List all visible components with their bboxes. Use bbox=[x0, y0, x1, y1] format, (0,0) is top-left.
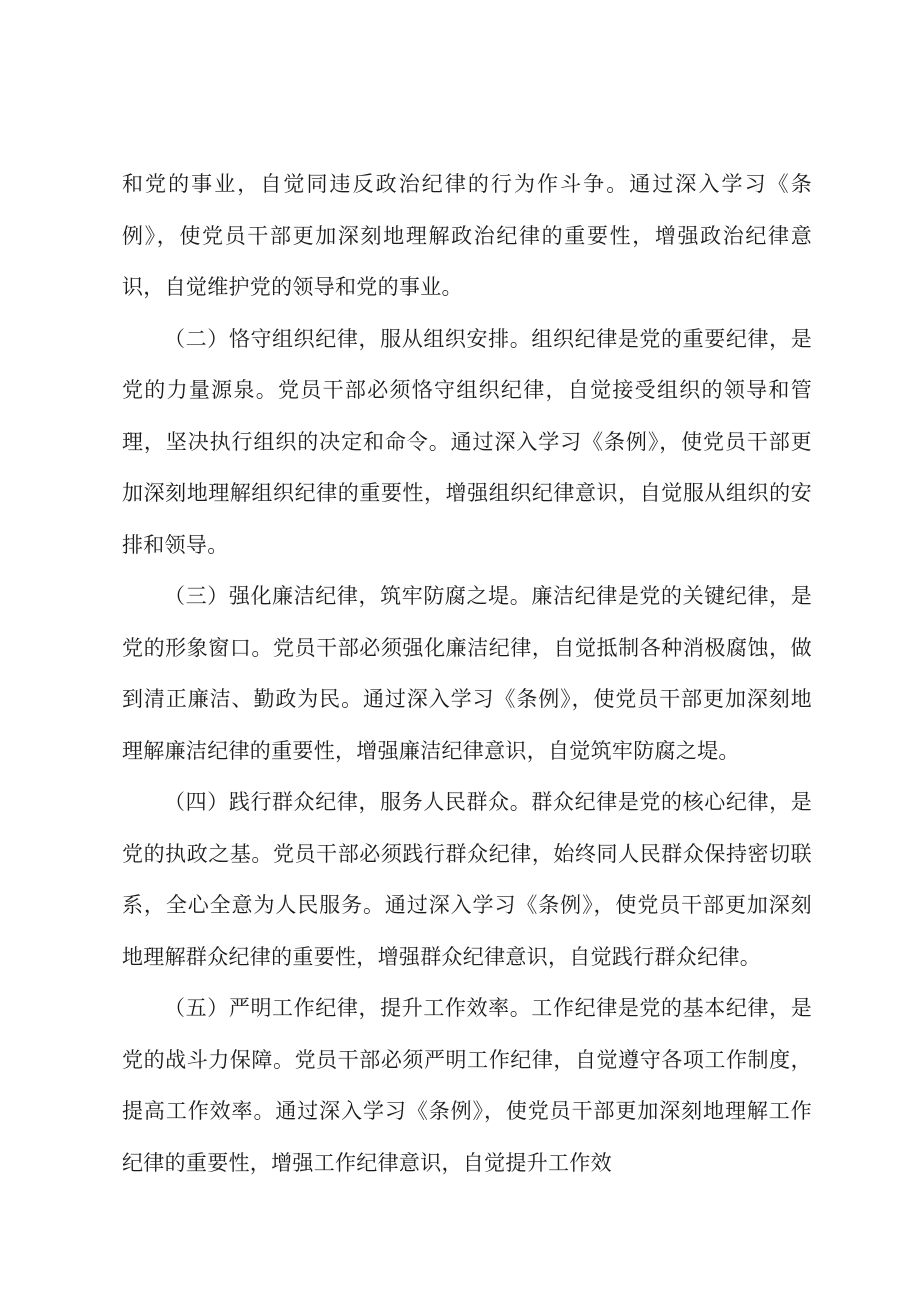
paragraph-organizational-discipline: （二）恪守组织纪律，服从组织安排。组织纪律是党的重要纪律，是党的力量源泉。党员干部必须恪守组织纪律，自觉接受组织的领导和管理，坚决执行组织的决定和命令。通过深入学习《条例》，使党员干部更加深刻地理解组织纪律的重要性，增强组织纪律意识，自觉服从组织的安排和领导。 bbox=[122, 326, 812, 557]
paragraph-integrity-discipline: （三）强化廉洁纪律，筑牢防腐之堤。廉洁纪律是党的关键纪律，是党的形象窗口。党员干部必须强化廉洁纪律，自觉抵制各种消极腐蚀，做到清正廉洁、勤政为民。通过深入学习《条例》，使党员干部更加深刻地理解廉洁纪律的重要性，增强廉洁纪律意识，自觉筑牢防腐之堤。 bbox=[122, 584, 812, 763]
paragraph-mass-discipline: （四）践行群众纪律，服务人民群众。群众纪律是党的核心纪律，是党的执政之基。党员干部必须践行群众纪律，始终同人民群众保持密切联系，全心全意为人民服务。通过深入学习《条例》，使党员干部更加深刻地理解群众纪律的重要性，增强群众纪律意识，自觉践行群众纪律。 bbox=[122, 790, 812, 969]
document-body bbox=[122, 159, 812, 1189]
paragraph-political-discipline-continued: 和党的事业，自觉同违反政治纪律的行为作斗争。通过深入学习《条例》，使党员干部更加深刻地理解政治纪律的重要性，增强政治纪律意识，自觉维护党的领导和党的事业。 bbox=[122, 172, 812, 299]
paragraph-work-discipline: （五）严明工作纪律，提升工作效率。工作纪律是党的基本纪律，是党的战斗力保障。党员干部必须严明工作纪律，自觉遵守各项工作制度，提高工作效率。通过深入学习《条例》，使党员干部更加深刻地理解工作纪律的重要性，增强工作纪律意识，自觉提升工作效 bbox=[122, 996, 812, 1175]
